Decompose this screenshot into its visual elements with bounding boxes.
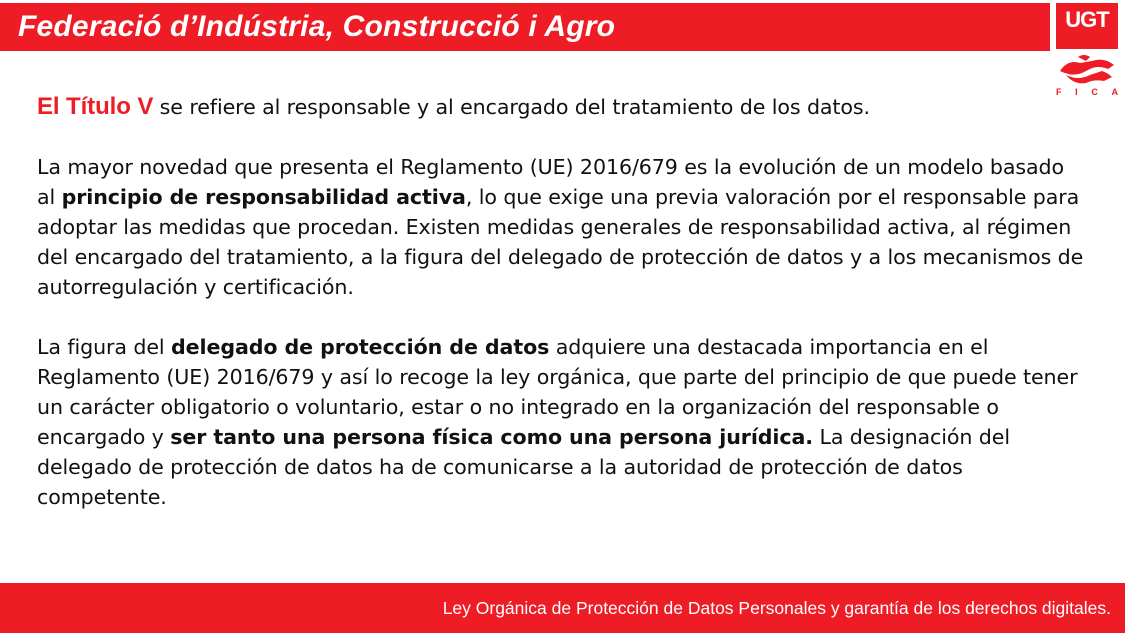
paragraph-active-responsibility xyxy=(37,152,1087,302)
footer-bar xyxy=(0,583,1125,633)
bold-term: delegado de protección de datos xyxy=(170,335,550,359)
bold-term: ser tanto una persona física como una persona jurídica. xyxy=(170,425,814,449)
bold-term: principio de responsabilidad activa xyxy=(61,185,466,209)
paragraph-data-protection-officer xyxy=(37,332,1087,512)
paragraph-text: La figura del xyxy=(37,335,171,359)
footer-text: Ley Orgánica de Protección de Datos Personales y garantía de los derechos digitales. xyxy=(442,598,1111,618)
paragraph-text: , lo que exige una previa valoración por el responsable para adoptar las medidas que procedan. Existen medidas generales de responsabilidad activa, al régimen del encargado del tratamiento, a la figura del delegado de protección de datos y a los mecanismos de autorregulación y certificación. xyxy=(37,185,1084,299)
logo-text: UGT xyxy=(1065,7,1109,32)
handshake-icon xyxy=(1058,51,1116,85)
slide-body xyxy=(37,92,1087,512)
header-bar xyxy=(0,3,1050,51)
logo-letter: F xyxy=(1056,87,1062,97)
paragraph-text: se refiere al responsable y al encargado del tratamiento de los datos. xyxy=(153,95,870,119)
title-highlight: El Título V xyxy=(37,93,154,120)
logo-letter: I xyxy=(1075,87,1078,97)
logo-letter: A xyxy=(1111,87,1118,97)
paragraph-text: La designación del delegado de protección de datos ha de comunicarse a la autoridad de protección de datos competente. xyxy=(37,425,1010,509)
page-title: Federació d’Indústria, Construcció i Agro xyxy=(18,10,616,43)
paragraph-text: adquiere una destacada importancia en el Reglamento (UE) 2016/679 y así lo recoge la ley orgánica, que parte del principio de que puede tener un carácter obligatorio o voluntario, estar o no integrado en la organización del responsable o encargado y xyxy=(37,335,1078,449)
ugt-fica-logo xyxy=(1056,3,1118,101)
logo-box xyxy=(1056,3,1118,49)
logo-letter: C xyxy=(1091,87,1098,97)
paragraph-title-v xyxy=(37,92,1087,122)
paragraph-text: La mayor novedad que presenta el Reglamento (UE) 2016/679 es la evolución de un modelo basado al xyxy=(37,155,1064,209)
